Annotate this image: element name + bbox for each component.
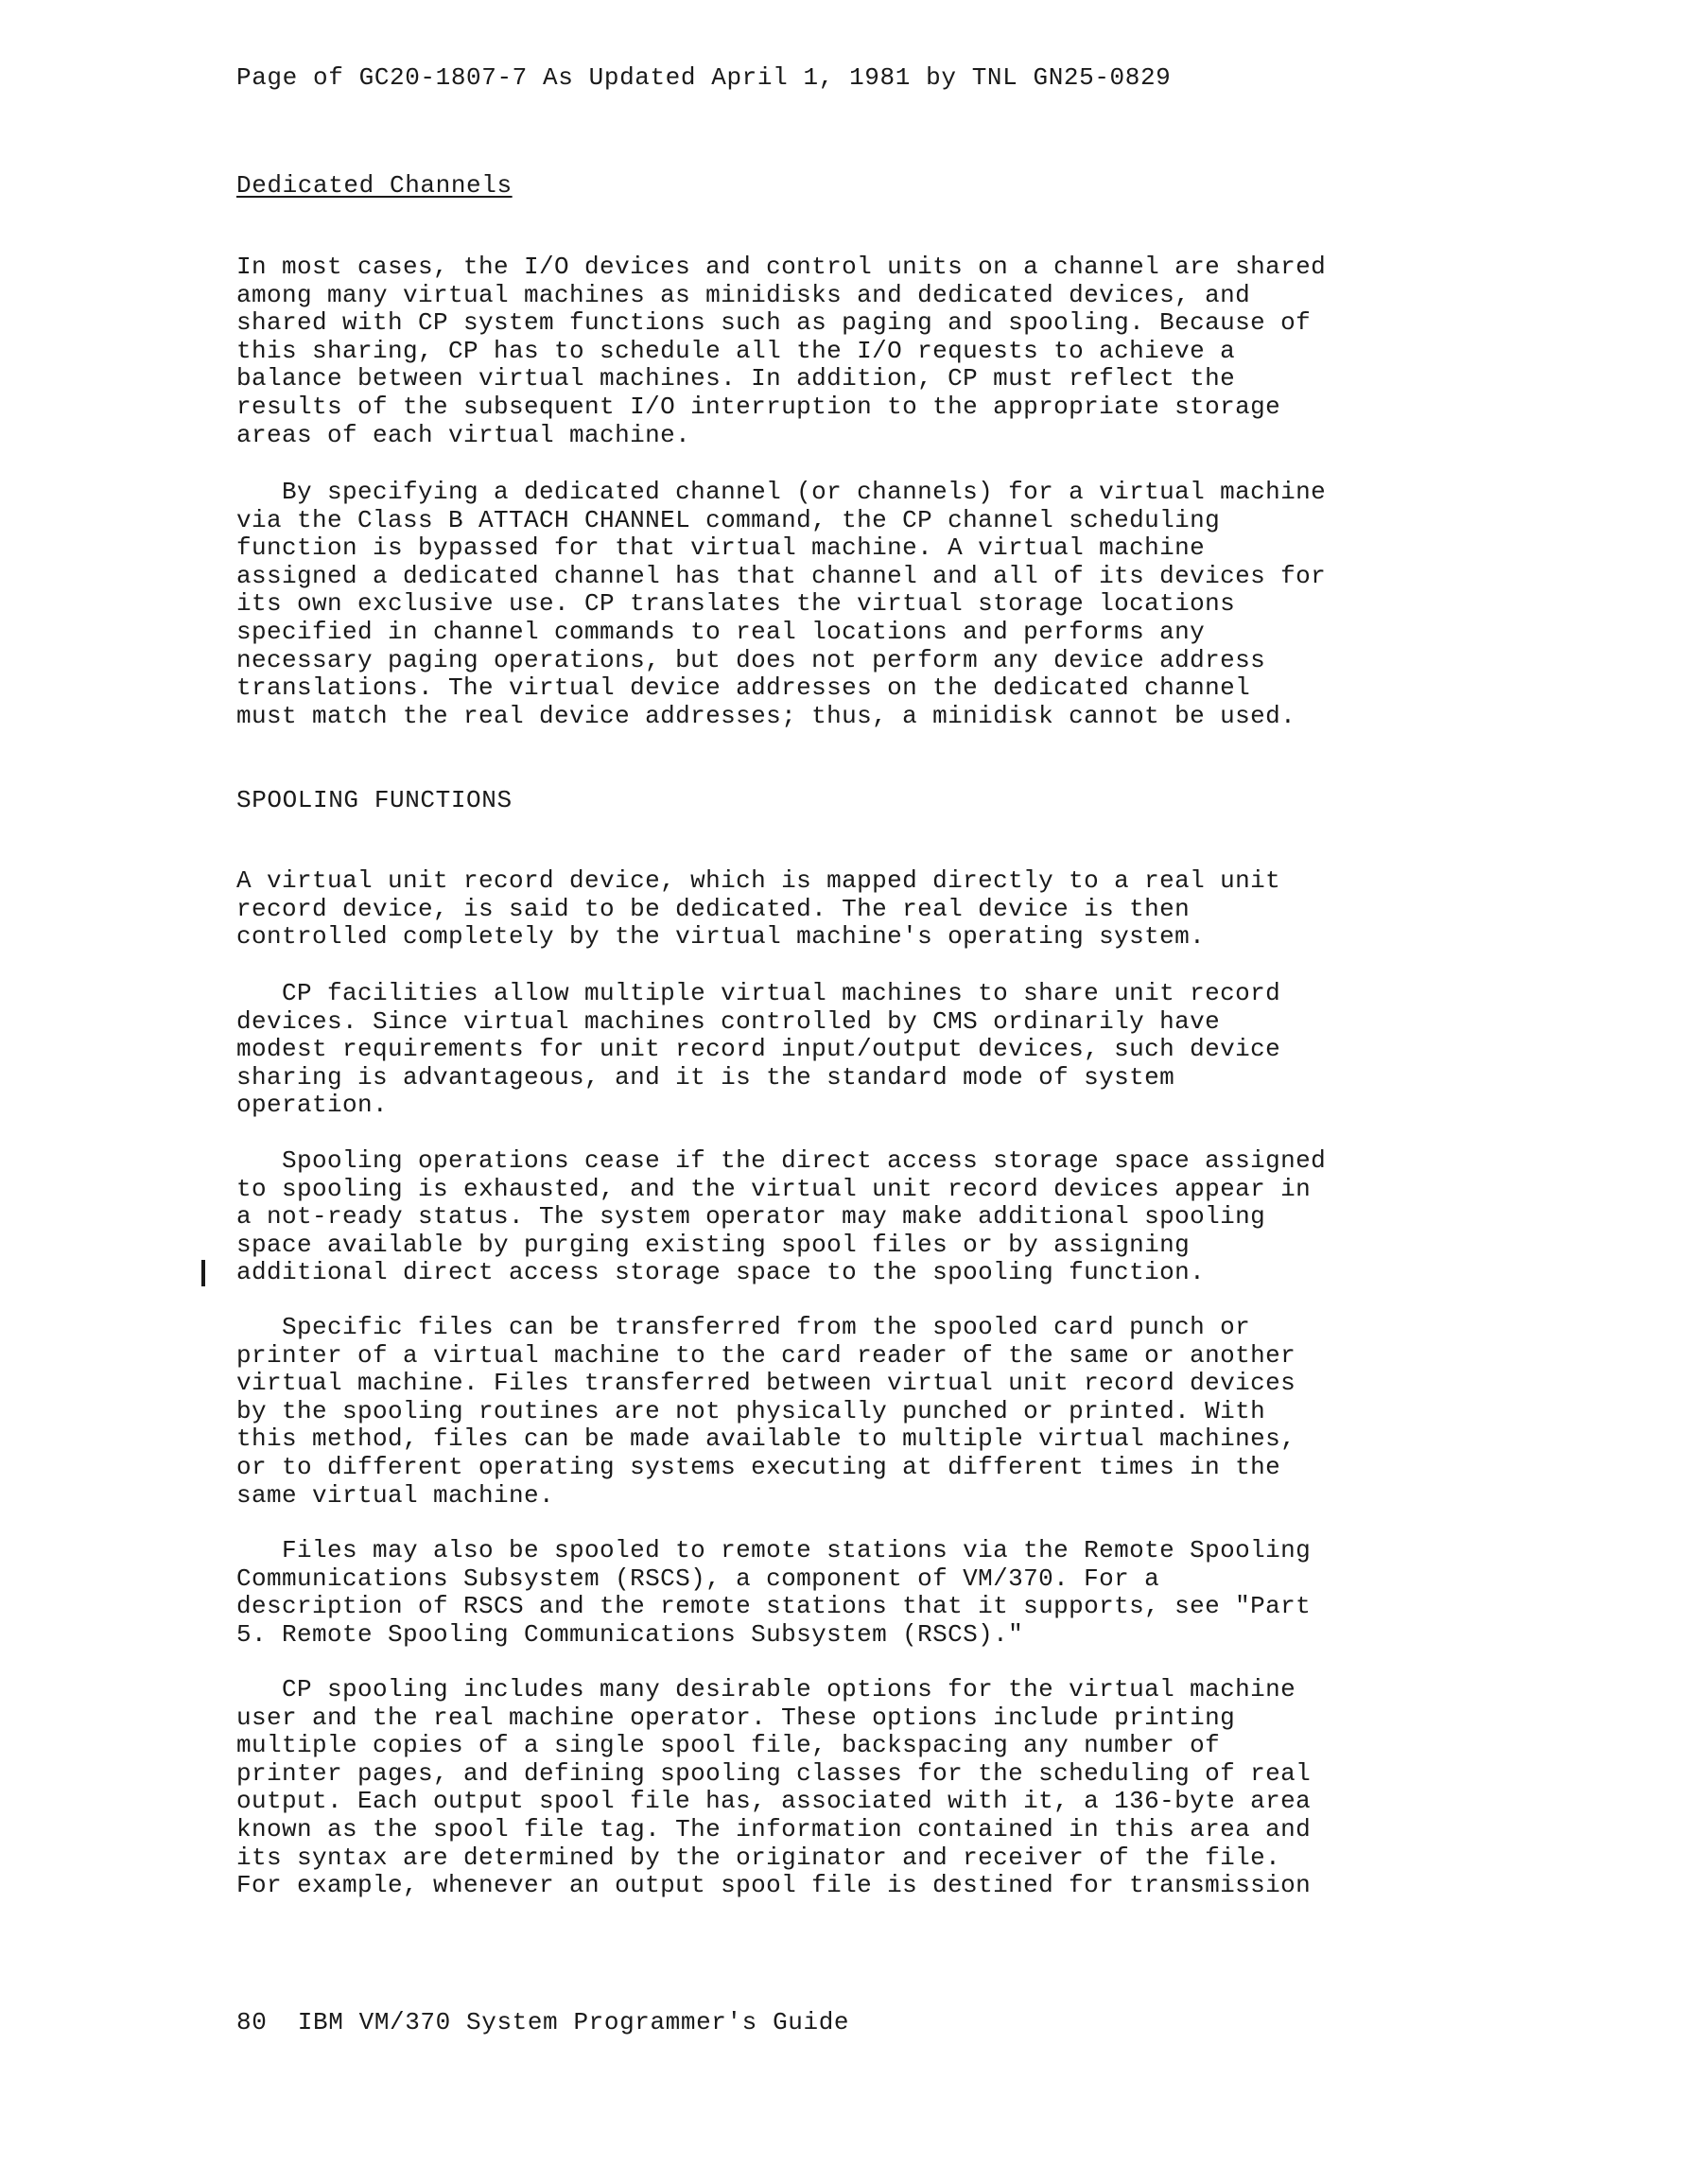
paragraph (236, 980, 1433, 1120)
text-line: balance between virtual machines. In addition, CP must reflect the (236, 364, 1236, 393)
text-line: description of RSCS and the remote stations that it supports, see "Part (236, 1592, 1312, 1621)
text-line: translations. The virtual device addresses on the dedicated channel (236, 673, 1251, 703)
text-line: specified in channel commands to real locations and performs any (236, 617, 1206, 646)
section-heading-dedicated-channels: Dedicated Channels (236, 171, 513, 200)
text-line: Specific files can be transferred from the spooled card punch or (236, 1313, 1251, 1341)
text-line: its own exclusive use. CP translates the virtual storage locations (236, 589, 1236, 619)
paragraph (236, 1676, 1433, 1900)
text-line: among many virtual machines as minidisks and dedicated devices, and (236, 280, 1251, 309)
text-line: to spooling is exhausted, and the virtual unit record devices appear in (236, 1174, 1312, 1203)
text-line: user and the real machine operator. These options include printing (236, 1703, 1236, 1732)
text-line: must match the real device addresses; thus, a minidisk cannot be used. (236, 701, 1296, 730)
text-line: this method, files can be made available to multiple virtual machines, (236, 1424, 1296, 1454)
text-line: By specifying a dedicated channel (or channels) for a virtual machine (236, 478, 1327, 506)
page-footer: 80 IBM VM/370 System Programmer's Guide (236, 2008, 850, 2036)
text-line: operation. (236, 1091, 389, 1120)
text-line: known as the spool file tag. The information contained in this area and (236, 1814, 1312, 1843)
text-line: printer pages, and defining spooling classes for the scheduling of real (236, 1758, 1312, 1788)
text-line: assigned a dedicated channel has that channel and all of its devices for (236, 561, 1327, 590)
paragraph (236, 867, 1433, 952)
paragraph (236, 1147, 1433, 1287)
text-line: 5. Remote Spooling Communications Subsystem (RSCS)." (236, 1619, 1024, 1649)
text-line: Files may also be spooled to remote stations via the Remote Spooling (236, 1536, 1312, 1564)
text-line: via the Class B ATTACH CHANNEL command, the CP channel scheduling (236, 505, 1221, 534)
text-line: function is bypassed for that virtual machine. A virtual machine (236, 533, 1206, 563)
text-line: space available by purging existing spool files or by assigning (236, 1230, 1191, 1259)
text-line: or to different operating systems executing at different times in the (236, 1452, 1281, 1481)
paragraph (236, 253, 1433, 449)
text-line: output. Each output spool file has, associated with it, a 136-byte area (236, 1787, 1312, 1816)
text-line: a not-ready status. The system operator may make additional spooling (236, 1202, 1266, 1232)
text-line: additional direct access storage space to the spooling function. (236, 1258, 1206, 1287)
revision-bar (201, 1260, 205, 1286)
text-line: multiple copies of a single spool file, backspacing any number of (236, 1731, 1221, 1760)
paragraph (236, 479, 1433, 730)
section-heading-spooling-functions: SPOOLING FUNCTIONS (236, 786, 513, 814)
text-line: devices. Since virtual machines controlled by CMS ordinarily have (236, 1006, 1221, 1036)
text-line: areas of each virtual machine. (236, 420, 691, 449)
text-line: this sharing, CP has to schedule all the I/O requests to achieve a (236, 336, 1236, 365)
text-line: Communications Subsystem (RSCS), a component of VM/370. For a (236, 1564, 1160, 1593)
text-line: For example, whenever an output spool file is destined for transmission (236, 1871, 1312, 1900)
text-line: shared with CP system functions such as paging and spooling. Because of (236, 308, 1312, 338)
text-line: In most cases, the I/O devices and control units on a channel are shared (236, 253, 1327, 281)
text-line: Spooling operations cease if the direct access storage space assigned (236, 1146, 1327, 1175)
text-line: modest requirements for unit record input/output devices, such device (236, 1035, 1281, 1064)
text-line: printer of a virtual machine to the card reader of the same or another (236, 1340, 1296, 1370)
text-line: sharing is advantageous, and it is the standard mode of system (236, 1062, 1175, 1092)
text-line: necessary paging operations, but does not perform any device address (236, 645, 1266, 674)
paragraph (236, 1537, 1433, 1649)
text-line: by the spooling routines are not physically punched or printed. With (236, 1396, 1266, 1425)
text-line: A virtual unit record device, which is mapped directly to a real unit (236, 866, 1281, 895)
text-line: its syntax are determined by the originator and receiver of the file. (236, 1843, 1281, 1872)
text-line: CP spooling includes many desirable options for the virtual machine (236, 1675, 1296, 1704)
text-line: CP facilities allow multiple virtual machines to share unit record (236, 979, 1281, 1007)
text-line: results of the subsequent I/O interruption to the appropriate storage (236, 392, 1281, 421)
text-line: record device, is said to be dedicated. The real device is then (236, 894, 1191, 923)
text-line: controlled completely by the virtual machine's operating system. (236, 922, 1206, 952)
running-header: Page of GC20-1807-7 As Updated April 1, 1981 by TNL GN25-0829 (236, 63, 1172, 92)
text-line: same virtual machine. (236, 1480, 555, 1510)
text-line: virtual machine. Files transferred between virtual unit record devices (236, 1369, 1296, 1398)
paragraph (236, 1314, 1433, 1510)
